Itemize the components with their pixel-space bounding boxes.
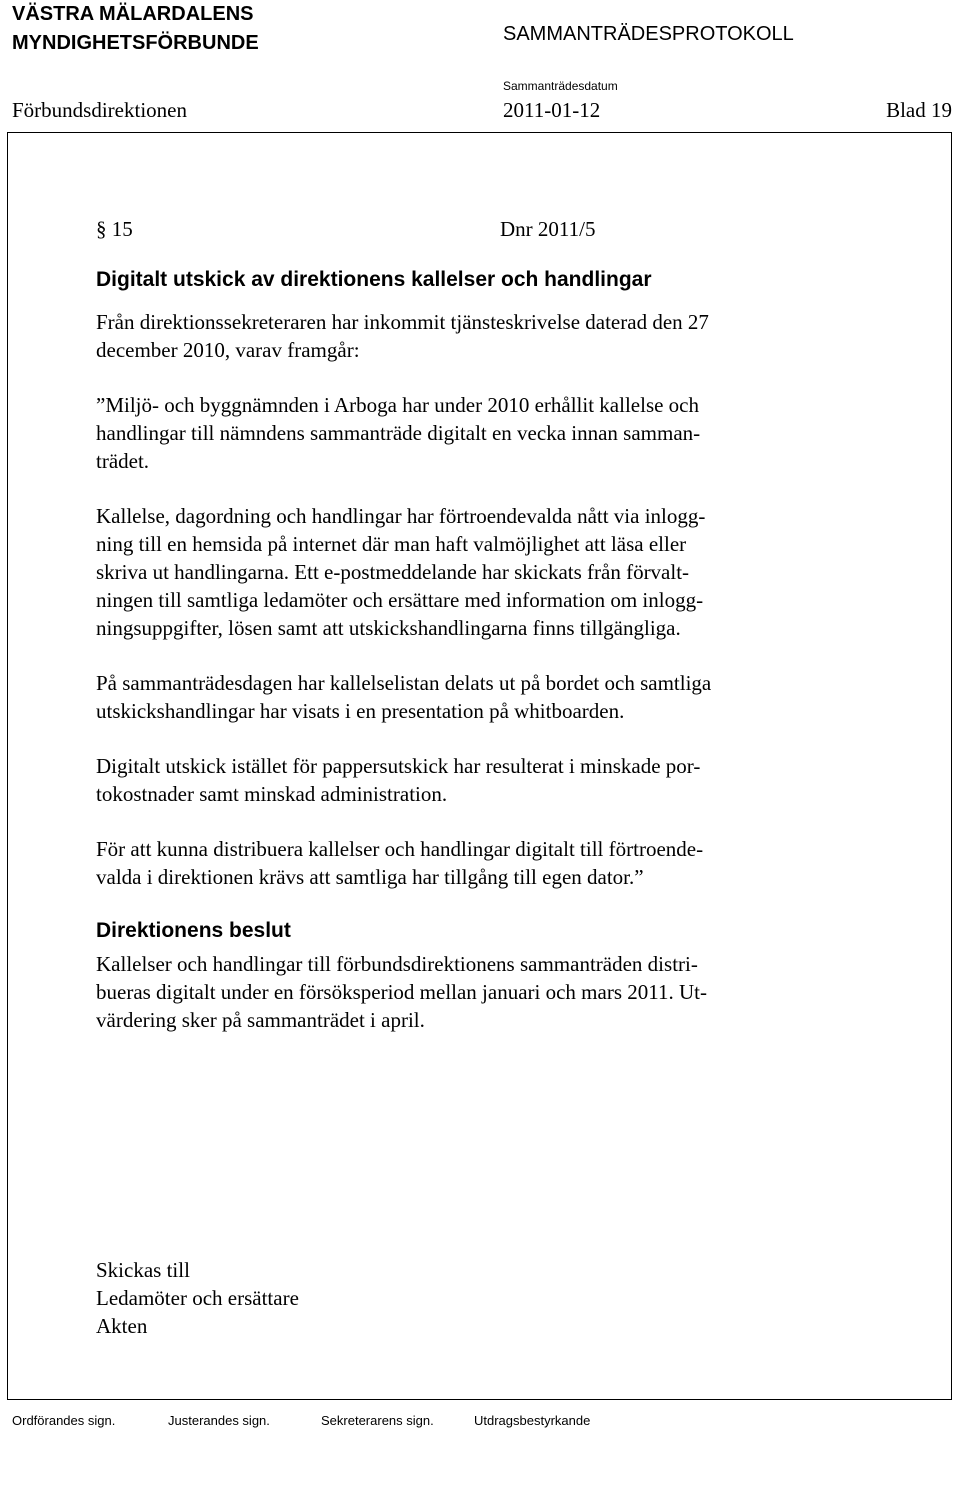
text-line: ”Miljö- och byggnämnden i Arboga har under 2010 erhållit kallelse och — [96, 393, 700, 417]
text-line: skriva ut handlingarna. Ett e-postmeddelande har skickats från förvalt- — [96, 560, 690, 584]
paragraph-result — [96, 752, 700, 808]
paragraph-requirement — [96, 835, 703, 891]
diary-number: Dnr 2011/5 — [500, 217, 596, 241]
paragraph-meeting-day — [96, 669, 711, 725]
body-name: Förbundsdirektionen — [12, 98, 187, 122]
text-line: På sammanträdesdagen har kallelselistan delats ut på bordet och samtliga — [96, 671, 712, 695]
text-line: utskickshandlingar har visats i en presentation på whitboarden. — [96, 699, 625, 723]
text-line: Kallelse, dagordning och handlingar har förtroendevalda nått via inlogg- — [96, 504, 706, 528]
distribution-recipient: Akten — [96, 1314, 148, 1338]
decision-heading: Direktionens beslut — [96, 919, 291, 942]
text-line: trädet. — [96, 449, 150, 473]
section-number — [96, 215, 133, 243]
paragraph-symbol: § — [96, 217, 107, 241]
meeting-date-label: Sammanträdesdatum — [503, 79, 618, 93]
org-name-line-2: MYNDIGHETSFÖRBUNDE — [12, 32, 259, 54]
chair-signature-label: Ordförandes sign. — [12, 1413, 116, 1428]
meeting-date: 2011-01-12 — [503, 98, 601, 122]
text-line: ning till en hemsida på internet där man haft valmöjlighet att läsa eller — [96, 532, 687, 556]
distribution-heading: Skickas till — [96, 1258, 190, 1282]
text-line: värdering sker på sammanträdet i april. — [96, 1008, 425, 1032]
text-line: handlingar till nämndens sammanträde digitalt en vecka innan samman- — [96, 421, 701, 445]
org-name-line-1: VÄSTRA MÄLARDALENS — [12, 3, 254, 25]
document-type: SAMMANTRÄDESPROTOKOLL — [503, 23, 794, 45]
section-number-value: 15 — [111, 217, 133, 241]
text-line: Digitalt utskick istället för pappersutskick har resulterat i minskade por- — [96, 754, 701, 778]
paragraph-login — [96, 502, 705, 642]
text-line: För att kunna distribuera kallelser och handlingar digitalt till förtroende- — [96, 837, 704, 861]
quote-paragraph — [96, 391, 700, 475]
text-line: ningen till samtliga ledamöter och ersättare med information om inlogg- — [96, 588, 704, 612]
distribution-list — [96, 1256, 299, 1340]
distribution-recipient: Ledamöter och ersättare — [96, 1286, 299, 1310]
excerpt-certification-label: Utdragsbestyrkande — [474, 1413, 591, 1428]
adjuster-signature-label: Justerandes sign. — [168, 1413, 270, 1428]
intro-paragraph — [96, 308, 709, 364]
text-line: valda i direktionen krävs att samtliga har tillgång till egen dator.” — [96, 865, 644, 889]
decision-text — [96, 950, 707, 1034]
text-line: Från direktionssekreteraren har inkommit tjänsteskrivelse daterad den 27 — [96, 310, 709, 334]
text-line: december 2010, varav framgår: — [96, 338, 360, 362]
secretary-signature-label: Sekreterarens sign. — [321, 1413, 434, 1428]
text-line: tokostnader samt minskad administration. — [96, 782, 448, 806]
text-line: ningsuppgifter, lösen samt att utskickshandlingarna finns tillgängliga. — [96, 616, 681, 640]
text-line: bueras digitalt under en försöksperiod mellan januari och mars 2011. Ut- — [96, 980, 707, 1004]
page-number: Blad 19 — [886, 98, 952, 122]
section-title: Digitalt utskick av direktionens kallelser och handlingar — [96, 268, 652, 291]
text-line: Kallelser och handlingar till förbundsdirektionens sammanträden distri- — [96, 952, 698, 976]
